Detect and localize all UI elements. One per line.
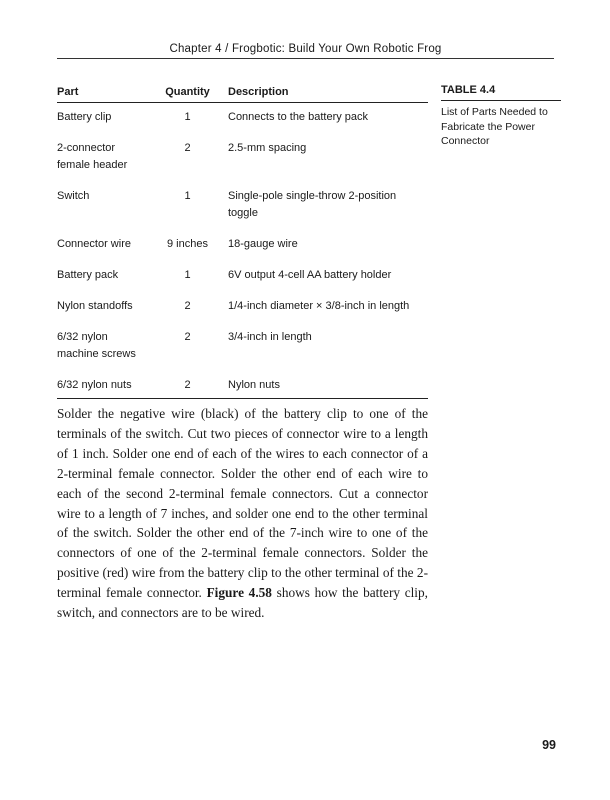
cell-description: Connects to the battery pack: [228, 111, 369, 123]
figure-reference: Figure 4.58: [206, 585, 272, 601]
cell-quantity: 2: [147, 371, 228, 399]
running-head: Chapter 4 / Frogbotic: Build Your Own Robotic Frog: [169, 43, 442, 55]
table-row: [57, 103, 428, 135]
table-row: [57, 182, 428, 230]
header-description: Description: [228, 82, 428, 103]
table-row: [57, 371, 428, 399]
header-rule: [57, 58, 554, 59]
header-quantity: Quantity: [147, 82, 228, 103]
cell-quantity: 2: [184, 300, 191, 312]
cell-quantity: 2: [184, 142, 191, 154]
cell-quantity: 2: [184, 331, 191, 343]
table-row: [57, 292, 428, 323]
table-label: TABLE 4.4: [441, 84, 561, 101]
cell-description: Single-pole single-throw 2-position toggle: [228, 190, 397, 219]
cell-quantity: 1: [184, 190, 191, 202]
cell-description: 1/4-inch diameter × 3/8-inch in length: [228, 300, 410, 312]
cell-quantity: 1: [184, 111, 191, 123]
cell-part: Battery clip: [57, 111, 112, 123]
cell-part: 6/32 nylon nuts: [57, 371, 147, 399]
cell-part: Connector wire: [57, 238, 131, 250]
cell-quantity: 9 inches: [167, 238, 208, 250]
page-number: 99: [542, 738, 556, 752]
cell-description: Nylon nuts: [228, 371, 428, 399]
cell-description: 2.5-mm spacing: [228, 142, 307, 154]
cell-part: Nylon standoffs: [57, 300, 133, 312]
table-row: [57, 261, 428, 292]
table-header-row: [57, 82, 428, 103]
table-caption: [441, 84, 561, 149]
table-caption-text: List of Parts Needed to Fabricate the Power Connector: [441, 106, 548, 147]
body-paragraph: [57, 404, 428, 623]
header-part: Part: [57, 82, 147, 103]
cell-description: 18-gauge wire: [228, 238, 298, 250]
table-row: [57, 230, 428, 261]
table-row: [57, 134, 428, 182]
cell-description: 6V output 4-cell AA battery holder: [228, 269, 392, 281]
cell-part: Switch: [57, 190, 90, 202]
cell-part: 2-connector female header: [57, 142, 128, 171]
cell-quantity: 1: [184, 269, 191, 281]
body-text-before: Solder the negative wire (black) of the battery clip to one of the terminals of the switch. Cut two pieces of connector wire to a length of 1 inch. Solder one end of each of the wires to each connector of a 2-terminal female connector. Solder the other end of each wire to each of the second 2-terminal female connectors. Cut a connector wire to a length of 7 inches, and solder one end to the other terminal of the switch. Solder the other end of the 7-inch wire to one of the connectors of one of the 2-terminal female connectors. Solder the positive (red) wire from the battery clip to the other terminal of the 2-terminal female connector.: [57, 406, 428, 601]
table-row: [57, 323, 428, 371]
body-text-after: shows how the battery clip, switch, and connectors are to be wired.: [57, 585, 428, 621]
cell-part: Battery pack: [57, 269, 119, 281]
cell-description: 3/4-inch in length: [228, 331, 312, 343]
cell-part: 6/32 nylon machine screws: [57, 331, 136, 360]
parts-table: [57, 82, 428, 399]
